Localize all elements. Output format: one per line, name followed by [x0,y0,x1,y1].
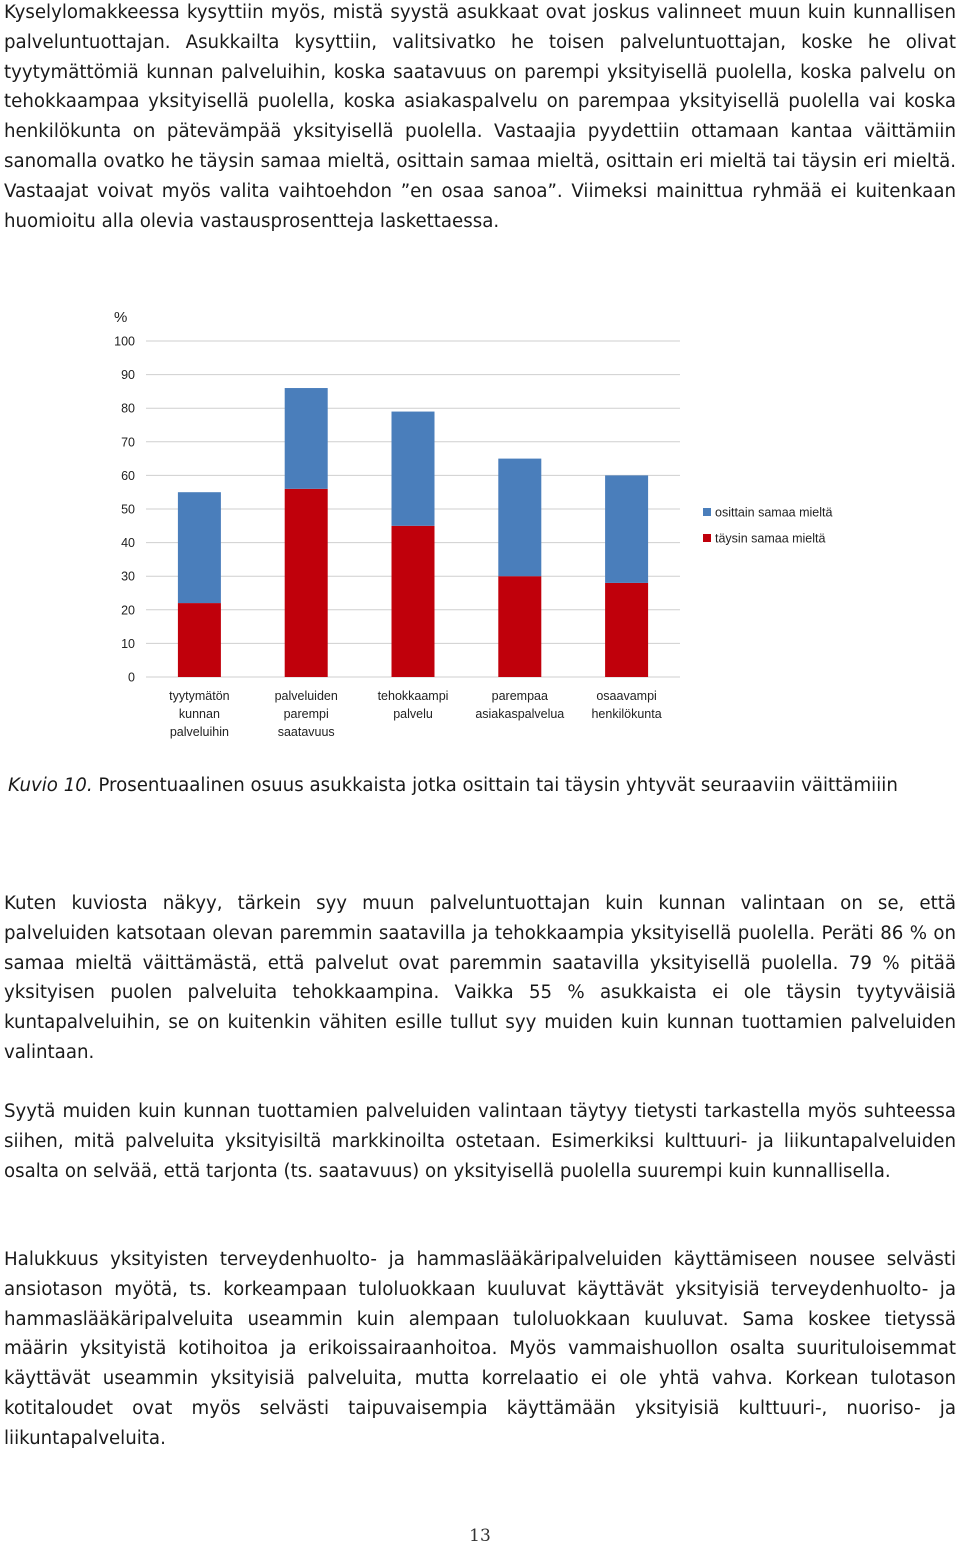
y-tick-label: 10 [121,636,135,651]
legend-swatch [703,534,711,542]
y-tick-label: 50 [121,502,135,517]
y-tick-label: 90 [121,368,135,383]
bar-segment [392,412,435,526]
y-tick-label: 0 [128,670,135,685]
category-label: palveluihin [169,725,229,739]
bar-segment [605,475,648,583]
y-tick-label: 60 [121,468,135,483]
legend-label: osittain samaa mieltä [715,505,833,520]
bar-segment [498,459,541,577]
y-tick-label: 70 [121,435,135,450]
y-tick-label: 40 [121,536,135,551]
category-label: henkilökunta [591,707,662,721]
category-label: palveluiden [274,689,338,703]
category-label: palvelu [393,707,433,721]
paragraph-results: Kuten kuviosta näkyy, tärkein syy muun palveluntuottajan kuin kunnan valintaan on se, että palveluiden katsotaan olevan paremmin saatavilla ja tehokkaampia yksityisellä puolella. Peräti 86 % on samaa mieltä väittämästä, että palvelut ovat paremmin saatavilla yksityisellä puolella. 79 % pitää yksityisen puolen palveluita tehokkaampina. Vaikka 55 % asukkaista ei ole täysin tyytyväisiä kuntapalveluihin, se on kuitenkin vähiten esille tullut syy muiden kuin kunnan tuottamien palveluiden valintaan. [4,893,956,1063]
caption-label: Kuvio 10. [8,775,93,796]
y-tick-label: 20 [121,603,135,618]
page-number: 13 [469,1526,491,1546]
caption-text: Prosentuaalinen osuus asukkaista jotka osittain tai täysin yhtyvät seuraaviin väittämiiin [92,775,898,796]
bar-segment [285,489,328,677]
stacked-bar-chart [100,300,860,750]
bar-segment [605,583,648,677]
figure-caption [4,771,956,801]
paragraph-supply: Syytä muiden kuin kunnan tuottamien palveluiden valintaan täytyy tietysti tarkastella myös suhteessa siihen, mitä palveluita yksityisiltä markkinoilta ostetaan. Esimerkiksi kulttuuri- ja liikuntapalveluiden osalta on selvää, että tarjonta (ts. saatavuus) on yksityisellä puolella suurempi kuin kunnallisella. [4,1101,956,1182]
bar-segment [498,576,541,677]
bar-segment [285,388,328,489]
category-label: asiakaspalvelua [475,707,565,721]
category-label: kunnan [178,707,220,721]
category-label: osaavampi [596,689,657,703]
legend-swatch [703,508,711,516]
category-label: parempi [283,707,329,721]
bar-segment [392,526,435,677]
bar-segment [178,603,221,677]
y-tick-label: 100 [114,334,135,349]
chart-svg [100,300,860,750]
y-axis-label: % [114,309,128,326]
category-label: tehokkaampi [377,689,449,703]
intro-paragraph: Kyselylomakkeessa kysyttiin myös, mistä syystä asukkaat ovat joskus valinneet muun kuin kunnallisen palveluntuottajan. Asukkailta kysyttiin, valitsivatko he toisen palveluntuottajan, koske he olivat tyytymättömiä kunnan palveluihin, koska saatavuus on parempi yksityisellä puolella, koska palvelu on tehokkaampaa yksityisellä puolella, koska asiakaspalvelu on parempaa yksityisellä puolella vai koska henkilökunta on pätevämpää yksityisellä puolella. Vastaajia pyydettiin ottamaan kantaa väittämiin sanomalla ovatko he täysin samaa mieltä, osittain samaa mieltä, osittain eri mieltä tai täysin eri mieltä. Vastaajat voivat myös valita vaihtoehdon ”en osaa sanoa”. Viimeksi mainittua ryhmää ei kuitenkaan huomioitu alla olevia vastausprosentteja laskettaessa. [4,2,956,232]
category-label: tyytymätön [169,689,230,703]
y-tick-label: 30 [121,569,135,584]
paragraph-income: Halukkuus yksityisten terveydenhuolto- ja hammaslääkäripalveluiden käyttämiseen nousee selvästi ansiotason myötä, ts. korkeampaan tuloluokkaan kuuluvat käyttävät yksityisiä terveydenhuolto- ja hammaslääkäripalveluita useammin kuin alempaan tuloluokkaan kuuluvat. Sama koskee tietyssä määrin yksityistä kotihoitoa ja erikoissairaanhoitoa. Myös vammaishuollon osalta suurituloisemmat käyttävät useammin yksityisiä palveluita, mutta korrelaatio ei ole yhtä vahva. Korkean tulotason kotitaloudet ovat myös selvästi taipuvaisempia käyttämään yksityisiä kulttuuri-, nuoriso- ja liikuntapalveluita. [4,1249,956,1449]
y-tick-label: 80 [121,401,135,416]
legend-label: täysin samaa mieltä [715,531,826,546]
bar-segment [178,492,221,603]
category-label: saatavuus [277,725,335,739]
category-label: parempaa [491,689,548,703]
